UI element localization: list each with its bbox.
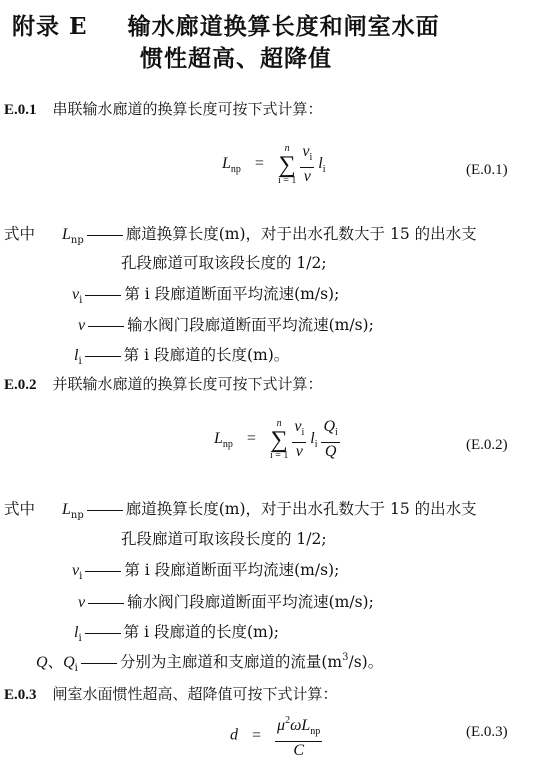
section-text: 串联输水廊道的换算长度可按下式计算：: [52, 100, 323, 118]
definition-v-i: [72, 558, 339, 582]
equation-number-e01: (E.0.1): [466, 162, 508, 178]
section-e02-heading: [4, 373, 323, 394]
appendix-title-text: 输水廊道换算长度和闸室水面: [127, 13, 440, 40]
sym-L: L: [62, 501, 71, 518]
sym-v: v: [72, 286, 80, 303]
sym-l: l: [74, 347, 79, 364]
definition-text: 第 i 段廊道断面平均流速(m/s);: [124, 285, 340, 303]
sym-d: d: [230, 726, 238, 744]
sym-v: v: [78, 594, 86, 611]
sym-v: v: [302, 143, 310, 160]
em-dash: [85, 356, 121, 357]
definition-text: 分别为主廊道和支廊道的流量(m: [119, 653, 343, 671]
em-dash: [88, 603, 124, 604]
sym-Q: Q: [324, 443, 337, 460]
definition-L-np-cont: 孔段廊道可取该段长度的 1/2;: [121, 254, 327, 272]
sym-i: i: [79, 571, 83, 582]
definition-text-end: /s)。: [348, 653, 384, 671]
sym-Q: Q: [323, 418, 336, 435]
definition-L-np: [62, 222, 477, 246]
definition-text: 第 i 段廊道的长度(m)。: [123, 346, 290, 364]
sym-i: i: [79, 295, 83, 306]
sym-Q: Q: [63, 654, 75, 671]
definition-L-np: [62, 497, 477, 521]
formula-e03: [230, 712, 322, 760]
section-number: E.0.2: [4, 377, 37, 393]
sym-np: np: [70, 235, 84, 246]
sym-l: l: [74, 624, 79, 641]
em-dash: [85, 571, 121, 572]
appendix-label: 附录 E: [12, 13, 88, 40]
sym-i: i: [335, 427, 338, 438]
definition-l-i: [74, 343, 289, 367]
sum-upper: n: [284, 142, 290, 154]
sum-operator: [278, 144, 296, 186]
definition-v: [78, 590, 374, 612]
sym-L: L: [301, 717, 311, 734]
sigma: ∑: [278, 151, 296, 178]
sym-v: v: [303, 168, 311, 185]
sym-L: L: [214, 430, 223, 448]
fraction-Qi-over-Q: [321, 418, 339, 461]
sum-upper: n: [276, 417, 282, 429]
sym-i: i: [78, 356, 82, 367]
sym-C: C: [293, 742, 304, 759]
sym-L: L: [222, 155, 231, 173]
equation-number-e03: (E.0.3): [466, 724, 508, 740]
definition-text: 廊道换算长度(m)，对于出水孔数大于 15 的出水支: [125, 500, 477, 518]
em-dash: [81, 663, 117, 664]
sym-v: v: [72, 562, 80, 579]
fraction-vi-over-v: [300, 143, 314, 186]
where-prefix: 式中: [4, 225, 36, 243]
sym-omega: ω: [290, 717, 302, 734]
section-e01-heading: [4, 98, 323, 119]
fraction-mu2-omega-L-over-C: [275, 712, 322, 760]
definition-text: 廊道换算长度(m)，对于出水孔数大于 15 的出水支: [125, 225, 477, 243]
em-dash: [87, 510, 123, 511]
definition-v-i: [72, 282, 339, 306]
sym-equals: =: [254, 155, 264, 173]
sum-operator: [270, 419, 288, 461]
sym-np: np: [222, 439, 233, 451]
sym-v: v: [295, 443, 303, 460]
sym-i: i: [309, 152, 313, 163]
sym-l: l: [318, 155, 323, 173]
sym-v: v: [294, 418, 302, 435]
sym-v: v: [78, 317, 86, 334]
sigma: ∑: [270, 426, 288, 453]
appendix-title-line1: [12, 8, 440, 41]
sym-L: L: [62, 226, 71, 243]
definition-v: [78, 313, 374, 335]
em-dash: [88, 326, 124, 327]
definition-text: 第 i 段廊道断面平均流速(m/s);: [124, 561, 340, 579]
em-dash: [87, 235, 123, 236]
definition-l-i: [74, 620, 279, 644]
em-dash: [85, 295, 121, 296]
sum-lower: i = 1: [277, 174, 297, 186]
sym-mu: μ: [277, 717, 286, 734]
appendix-title-line2: 惯性超高、超降值: [140, 45, 332, 72]
definition-text: 第 i 段廊道的长度(m);: [123, 623, 279, 641]
definition-text: 输水阀门段廊道断面平均流速(m/s);: [127, 593, 374, 611]
sym-i: i: [314, 439, 318, 451]
definition-L-np-cont: 孔段廊道可取该段长度的 1/2;: [121, 530, 327, 548]
section-text: 闸室水面惯性超高、超降值可按下式计算：: [52, 685, 338, 703]
sym-np: np: [310, 726, 321, 737]
sym-np: np: [70, 510, 84, 521]
sum-lower: i = 1: [269, 449, 289, 461]
em-dash: [85, 633, 121, 634]
sym-two: 2: [285, 715, 291, 726]
sym-i: i: [74, 663, 78, 674]
formula-e01: [222, 143, 325, 186]
sym-Q: Q: [36, 654, 48, 671]
section-e03-heading: [4, 683, 338, 704]
sym-i: i: [322, 164, 326, 176]
separator: 、: [47, 653, 64, 671]
fraction-vi-over-v: [292, 418, 306, 461]
sym-equals: =: [252, 726, 262, 744]
equation-number-e02: (E.0.2): [466, 437, 508, 453]
superscript: 3: [342, 652, 349, 663]
sym-i: i: [301, 427, 305, 438]
where-prefix: 式中: [4, 500, 36, 518]
section-text: 并联输水廊道的换算长度可按下式计算：: [52, 375, 323, 393]
definition-Q-Qi: [36, 650, 383, 674]
sym-np: np: [230, 164, 241, 176]
sym-l: l: [310, 430, 315, 448]
definition-text: 输水阀门段廊道断面平均流速(m/s);: [127, 316, 374, 334]
sym-i: i: [78, 633, 82, 644]
section-number: E.0.1: [4, 102, 37, 118]
sym-equals: =: [246, 430, 256, 448]
section-number: E.0.3: [4, 687, 37, 703]
formula-e02: [214, 418, 340, 461]
